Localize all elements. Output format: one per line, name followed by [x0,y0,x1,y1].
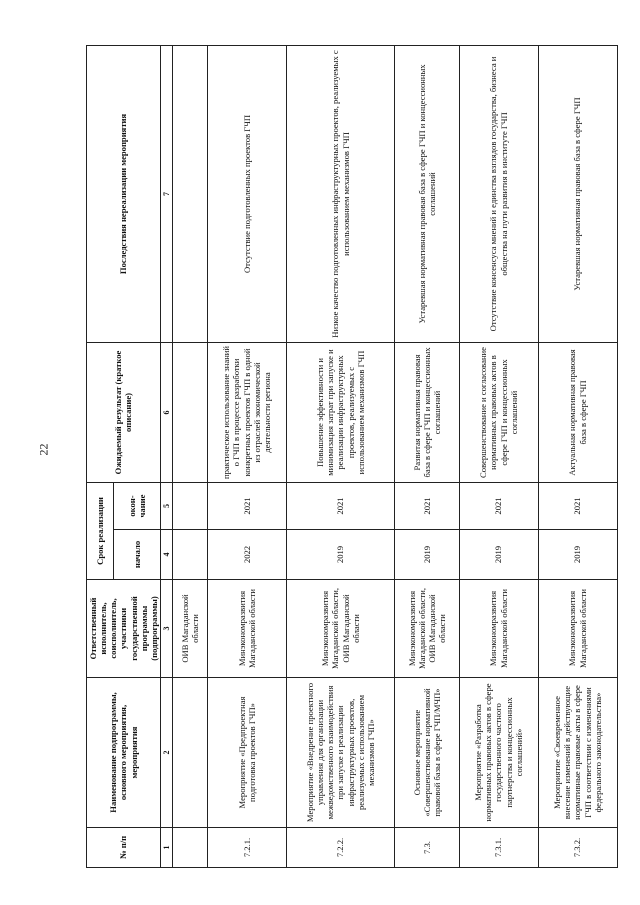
row-num [173,828,207,868]
table-row [286,45,395,867]
row-name: Мероприятие «Предпроектная подготовка проектов ГЧП» [207,678,286,828]
column-number: 5 [160,482,172,529]
row-result [173,342,207,482]
column-number: 7 [160,45,172,342]
header-row [87,45,114,867]
row-result: Повышение эффективности и минимизация затрат при запуске и реализации инфраструктурных проектов, реализуемых с использованием механизмов ГЧП [286,342,395,482]
header-end: окон-чание [113,482,160,529]
column-number: 3 [160,580,172,678]
row-name: Мероприятие «Своевременное внесение изменений в действующие нормативные правовые акты в сфере ГЧП в соответствии с изменениями федерального законодательства» [538,678,617,828]
column-number: 6 [160,342,172,482]
row-name [173,678,207,828]
row-name: Основное мероприятие «Совершенствование нормативной правовой базы в сфере ГЧП/МЧП» [395,678,459,828]
row-start: 2019 [395,530,459,580]
program-measures-table [86,45,618,868]
row-name: Мероприятие «Разработка нормативных правовых актов в сфере государственного частного партнерства и концессионных соглашений» [459,678,538,828]
column-number: 2 [160,678,172,828]
row-executor: Минэкономразвития Магаданской области [207,580,286,678]
header-start: начало [113,530,160,580]
row-end: 2021 [459,482,538,529]
table-row [459,45,538,867]
row-consequence: Устаревшая нормативная правовая база в сфере ГЧП [538,45,617,342]
row-executor: Минэкономразвития Магаданской области [538,580,617,678]
row-consequence: Отсутствие подготовленных проектов ГЧП [207,45,286,342]
table-row [538,45,617,867]
table-row [395,45,459,867]
row-name: Мероприятие «Внедрение проектного управления для организации межведомственного взаимодействия при запуске и реализации инфраструктурных проектов, реализуемых с использованием механизмов ГЧП» [286,678,395,828]
row-end: 2021 [538,482,617,529]
row-consequence: Устаревшая нормативная правовая база в сфере ГЧП и концессионных соглашений [395,45,459,342]
row-result: Актуальная нормативная правовая база в сфере ГЧП [538,342,617,482]
row-result: Развитая нормативная правовая база в сфере ГЧП и концессионных соглашений [395,342,459,482]
row-num: 7.3.2. [538,828,617,868]
header-result: Ожидаемый результат (краткое описание) [87,342,161,482]
rotated-table-container [86,46,603,868]
row-num: 7.2.1. [207,828,286,868]
column-number: 4 [160,530,172,580]
page-number: 22 [36,443,51,456]
row-start: 2019 [286,530,395,580]
row-executor: Минэкономразвития Магаданской области [459,580,538,678]
row-result: Совершенствование и согласование нормативных правовых актов в сфере ГЧП и концессионных соглашений [459,342,538,482]
row-executor: Минэкономразвития Магаданской области, ОИВ Магаданской области [286,580,395,678]
row-start: 2019 [538,530,617,580]
table-row [207,45,286,867]
row-consequence: Низкое качество подготовленных инфраструктурных проектов, реализуемых с использованием механизмов ГЧП [286,45,395,342]
row-num: 7.3.1. [459,828,538,868]
header-consequence: Последствия нереализации мероприятия [87,45,161,342]
row-num: 7.2.2. [286,828,395,868]
header-executor: Ответственный исполнитель, соисполнитель, участники государственной программы (подпрограммы) [87,580,161,678]
row-start: 2019 [459,530,538,580]
row-end [173,482,207,529]
header-name: Наименование подпрограммы, основного мероприятия, мероприятия [87,678,161,828]
row-start [173,530,207,580]
row-end: 2021 [395,482,459,529]
row-start: 2022 [207,530,286,580]
table-row [173,45,207,867]
row-num: 7.3. [395,828,459,868]
row-executor: Минэкономразвития Магаданской области, ОИВ Магаданской области [395,580,459,678]
row-consequence: Отсутствие консенсуса мнений и единства взглядов государства, бизнеса и общества на пути развития в институте ГЧП [459,45,538,342]
row-end: 2021 [207,482,286,529]
row-executor: ОИВ Магаданской области [173,580,207,678]
header-term: Срок реализации [87,482,114,579]
header-num: № п/п [87,828,161,868]
row-result: практическое использование знаний о ГЧП в процессе разработки конкретных проектов ГЧП в одной из отраслей экономической деятельности региона [207,342,286,482]
row-end: 2021 [286,482,395,529]
column-number-row [160,45,172,867]
row-consequence [173,45,207,342]
column-number: 1 [160,828,172,868]
